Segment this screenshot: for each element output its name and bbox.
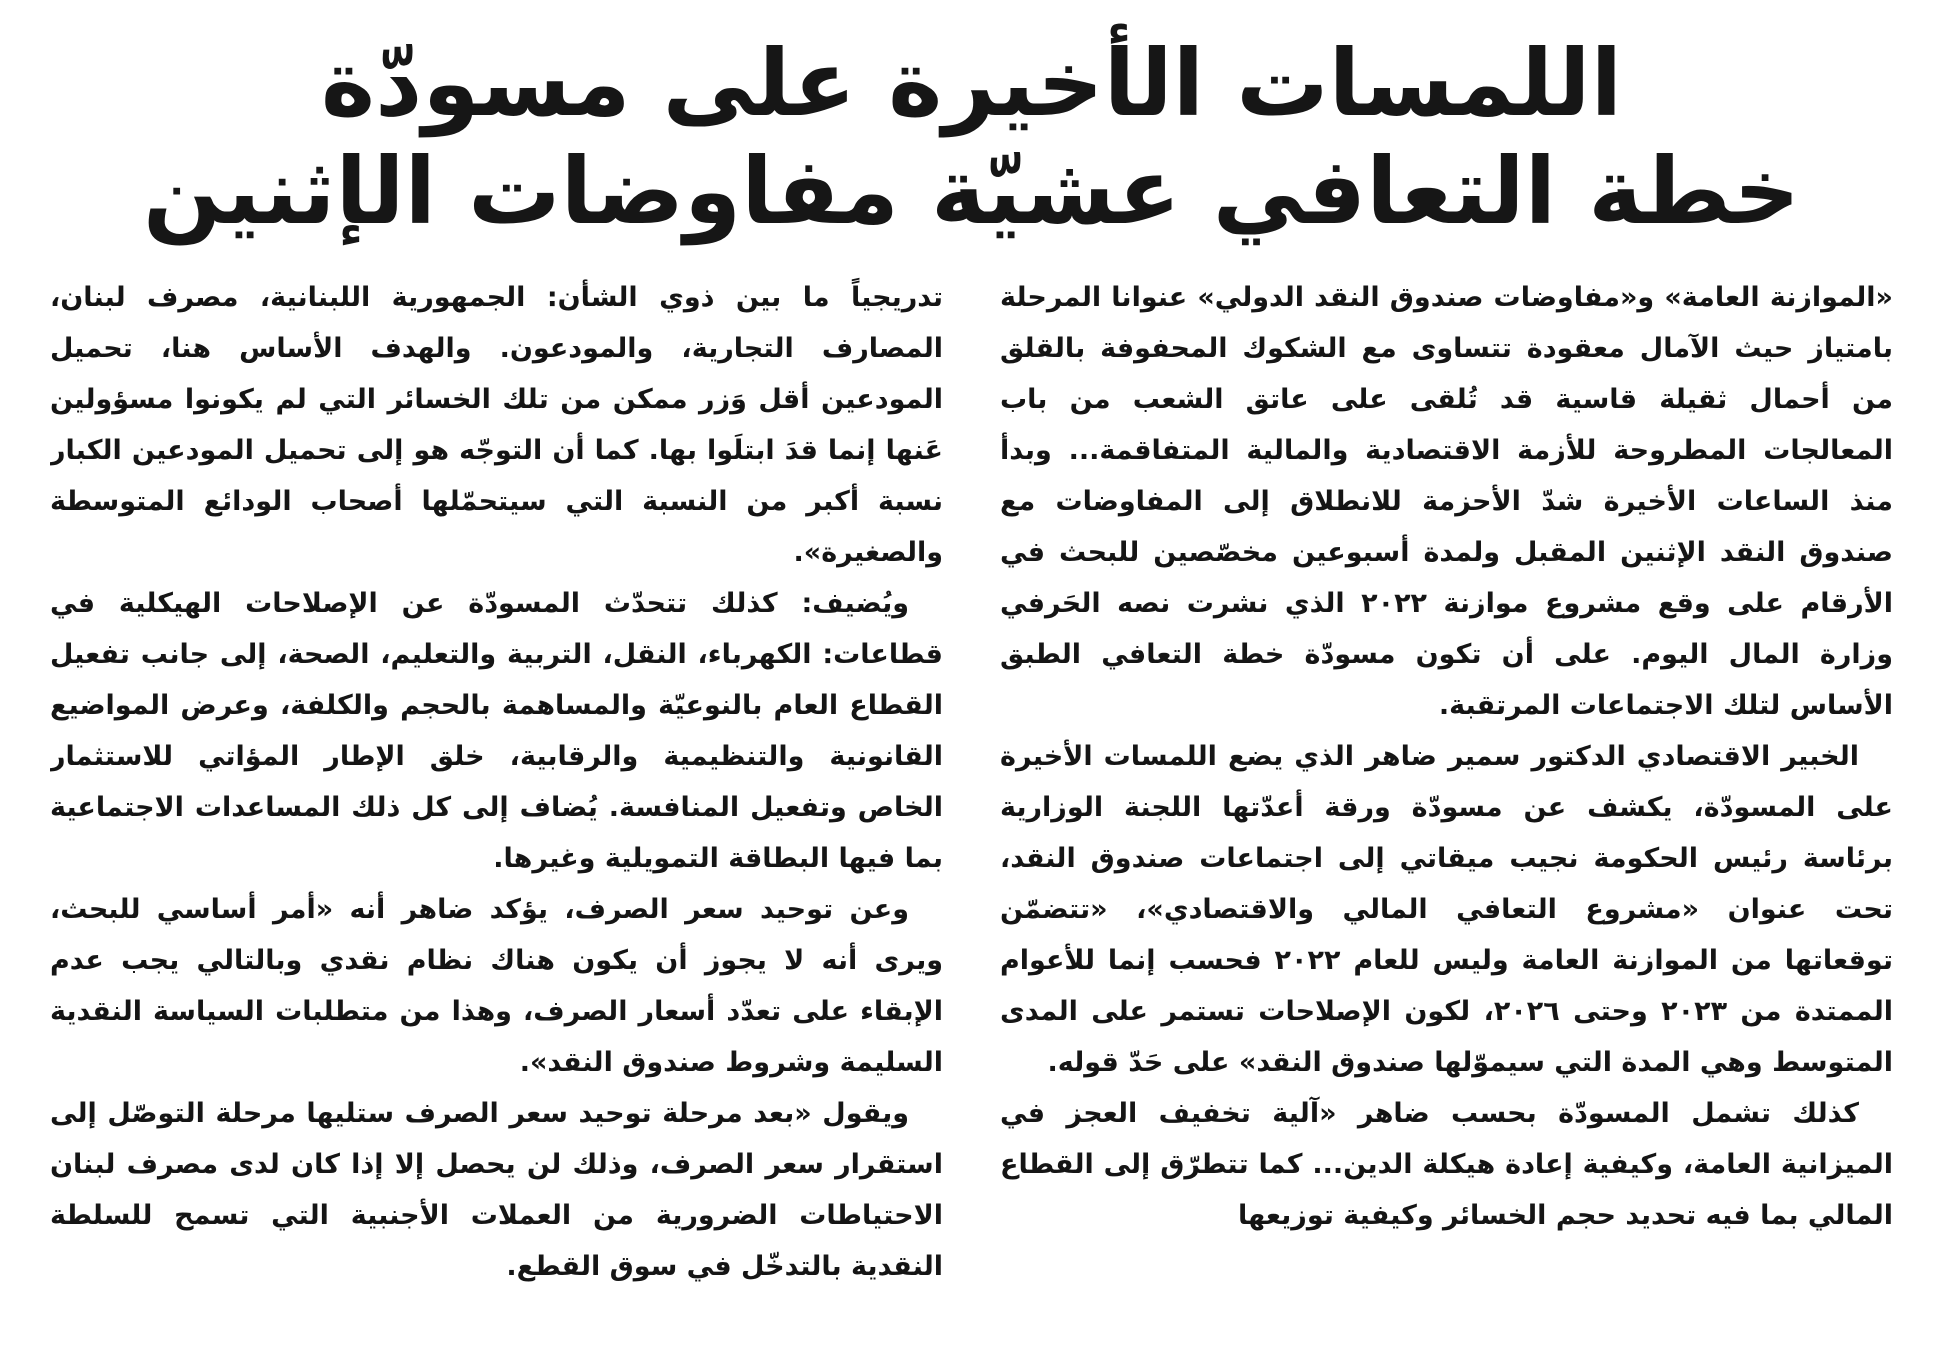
paragraph: وعن توحيد سعر الصرف، يؤكد ضاهر أنه «أمر أساسي للبحث، ويرى أنه لا يجوز أن يكون هناك نظام نقدي وبالتالي يجب عدم الإبقاء على تعدّد أسعار الصرف، وهذا من متطلبات السياسة النقدية السليمة وشروط صندوق النقد». xyxy=(50,894,943,1078)
paragraph: تدريجياً ما بين ذوي الشأن: الجمهورية اللبنانية، مصرف لبنان، المصارف التجارية، والمودعون. والهدف الأساس هنا، تحميل المودعين أقل وَزر ممكن من تلك الخسائر التي لم يكونوا مسؤولين عَنها إنما قدَ ابتلَوا بها. كما أن التوجّه هو إلى تحميل المودعين الكبار نسبة أكبر من النسبة التي سيتحمّلها أصحاب الودائع المتوسطة والصغيرة». xyxy=(50,282,943,568)
paragraph: ويُضيف: كذلك تتحدّث المسودّة عن الإصلاحات الهيكلية في قطاعات: الكهرباء، النقل، التربية والتعليم، الصحة، إلى جانب تفعيل القطاع العام بالنوعيّة والمساهمة بالحجم والكلفة، وعرض المواضيع القانونية والتنظيمية والرقابية، خلق الإطار المؤاتي للاستثمار الخاص وتفعيل المنافسة. يُضاف إلى كل ذلك المساعدات الاجتماعية بما فيها البطاقة التمويلية وغيرها. xyxy=(50,588,943,874)
column-gutter xyxy=(964,272,965,1312)
paragraph: الخبير الاقتصادي الدكتور سمير ضاهر الذي يضع اللمسات الأخيرة على المسودّة، يكشف عن مسودّة ورقة أعدّتها اللجنة الوزارية برئاسة رئيس الحكومة نجيب ميقاتي إلى اجتماعات صندوق النقد، تحت عنوان «مشروع التعافي المالي والاقتصادي»، «تتضمّن توقعاتها من الموازنة العامة وليس للعام ٢٠٢٢ فحسب إنما للأعوام الممتدة من ٢٠٢٣ وحتى ٢٠٢٦، لكون الإصلاحات تستمر على المدى المتوسط وهي المدة التي سيموّلها صندوق النقد» على حَدّ قوله. xyxy=(1000,741,1893,1078)
headline-line-1: اللمسات الأخيرة على مسودّة xyxy=(320,30,1623,137)
article-column-left xyxy=(50,272,943,1317)
headline-line-2: خطة التعافي عشيّة مفاوضات الإثنين xyxy=(143,138,1800,245)
headline xyxy=(100,30,1843,250)
paragraph: كذلك تشمل المسودّة بحسب ضاهر «آلية تخفيف العجز في الميزانية العامة، وكيفية إعادة هيكلة الدين... كما تتطرّق إلى القطاع المالي بما فيه تحديد حجم الخسائر وكيفية توزيعها xyxy=(1000,1098,1893,1231)
article-column-right xyxy=(1000,272,1893,1317)
paragraph: ويقول «بعد مرحلة توحيد سعر الصرف ستليها مرحلة التوصّل إلى استقرار سعر الصرف، وذلك لن يحصل إلا إذا كان لدى مصرف لبنان الاحتياطات الضرورية من العملات الأجنبية التي تسمح للسلطة النقدية بالتدخّل في سوق القطع. xyxy=(50,1098,943,1282)
article-body xyxy=(50,272,1893,1317)
paragraph: «الموازنة العامة» و«مفاوضات صندوق النقد الدولي» عنوانا المرحلة بامتياز حيث الآمال معقودة تتساوى مع الشكوك المحفوفة بالقلق من أحمال ثقيلة قاسية قد تُلقى على عاتق الشعب من باب المعالجات المطروحة للأزمة الاقتصادية والمالية المتفاقمة... وبدأ منذ الساعات الأخيرة شدّ الأحزمة للانطلاق إلى المفاوضات مع صندوق النقد الإثنين المقبل ولمدة أسبوعين مخصّصين للبحث في الأرقام على وقع مشروع موازنة ٢٠٢٢ الذي نشرت نصه الحَرفي وزارة المال اليوم. على أن تكون مسودّة خطة التعافي الطبق الأساس لتلك الاجتماعات المرتقبة. xyxy=(1000,282,1893,721)
